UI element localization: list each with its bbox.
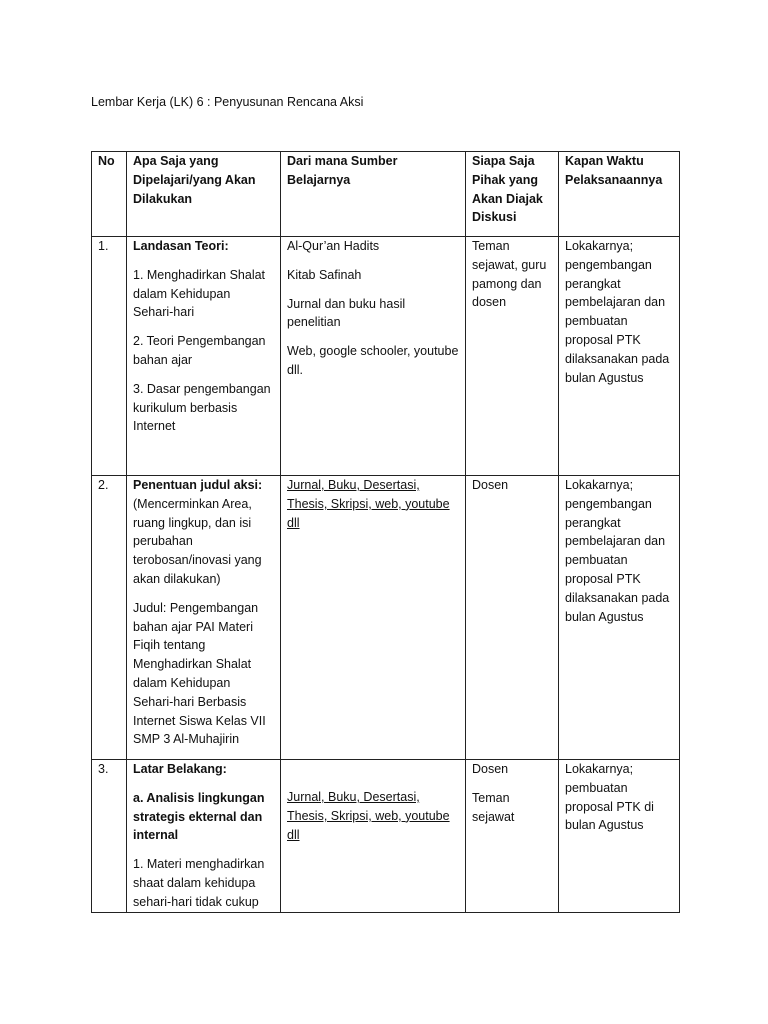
schedule-text: Lokakarnya; pengembangan perangkat pembelajaran dan pembuatan proposal PTK dilaksanakan pada bulan Agustus [565, 478, 670, 624]
source-item: Jurnal dan buku hasil penelitian [287, 296, 406, 330]
activity-title: Judul: Pengembangan bahan ajar PAI Materi Fiqih tentang Menghadirkan Shalat dalam Kehidupan Sehari-hari Berbasis Internet Siswa Kelas VII SMP 3 Al-Muhajirin [133, 600, 266, 747]
activity-heading: Landasan Teori: [133, 239, 229, 253]
header-siapa: Siapa Saja Pihak yang Akan Diajak Diskusi [466, 152, 559, 237]
activity-subheading: a. Analisis lingkungan strategis ekternal dan internal [133, 790, 265, 843]
schedule-cell [559, 760, 680, 913]
activity-description: (Mencerminkan Area, ruang lingkup, dan isi perubahan terobosan/inovasi yang akan dilakukan) [133, 496, 262, 586]
schedule-cell [559, 237, 680, 476]
header-apa: Apa Saja yang Dipelajari/yang Akan Dilakukan [127, 152, 281, 237]
header-kapan: Kapan Waktu Pelaksanaannya [559, 152, 680, 237]
action-plan-table [91, 151, 680, 913]
source-item: Jurnal, Buku, Desertasi, Thesis, Skripsi, web, youtube dll [287, 478, 450, 530]
header-no: No [92, 152, 127, 237]
source-item: Web, google schooler, youtube dll. [287, 344, 459, 377]
discussion-partner: Teman sejawat [472, 790, 515, 824]
schedule-text: Lokakarnya; pembuatan proposal PTK di bulan Agustus [565, 762, 654, 833]
schedule-cell [559, 476, 680, 760]
activity-item: 2. Teori Pengembangan bahan ajar [133, 334, 266, 367]
activity-item: 1. Menghadirkan Shalat dalam Kehidupan Sehari-hari [133, 267, 266, 320]
discussion-partner: Dosen [472, 762, 509, 776]
discussion-partner: Dosen [472, 478, 509, 492]
discussion-partner-cell [466, 237, 559, 476]
row-number: 3. [92, 760, 127, 913]
activity-item: 3. Dasar pengembangan kurikulum berbasis Internet [133, 381, 271, 434]
activity-cell [127, 476, 281, 760]
table-row [92, 476, 680, 760]
source-item: Kitab Safinah [287, 267, 362, 282]
activity-cell [127, 237, 281, 476]
source-item: Jurnal, Buku, Desertasi, Thesis, Skripsi, web, youtube dll [287, 790, 450, 842]
row-number: 1. [92, 237, 127, 476]
discussion-partner: Teman sejawat, guru pamong dan dosen [472, 239, 547, 310]
page-title: Lembar Kerja (LK) 6 : Penyusunan Rencana Aksi [91, 95, 364, 109]
source-cell [281, 760, 466, 913]
activity-heading: Latar Belakang: [133, 762, 227, 776]
schedule-text: Lokakarnya; pengembangan perangkat pembelajaran dan pembuatan proposal PTK dilaksanakan pada bulan Agustus [565, 239, 670, 385]
row-number: 2. [92, 476, 127, 760]
source-cell [281, 237, 466, 476]
source-cell [281, 476, 466, 760]
table-row [92, 760, 680, 913]
source-item: Al-Qur’an Hadits [287, 239, 380, 253]
activity-cell [127, 760, 281, 913]
table-row [92, 237, 680, 476]
activity-heading: Penentuan judul aksi: [133, 478, 263, 492]
table-header-row [92, 152, 680, 237]
discussion-partner-cell [466, 476, 559, 760]
discussion-partner-cell [466, 760, 559, 913]
activity-item: 1. Materi menghadirkan shaat dalam kehidupa sehari-hari tidak cukup [133, 857, 265, 909]
header-dari: Dari mana Sumber Belajarnya [281, 152, 466, 237]
